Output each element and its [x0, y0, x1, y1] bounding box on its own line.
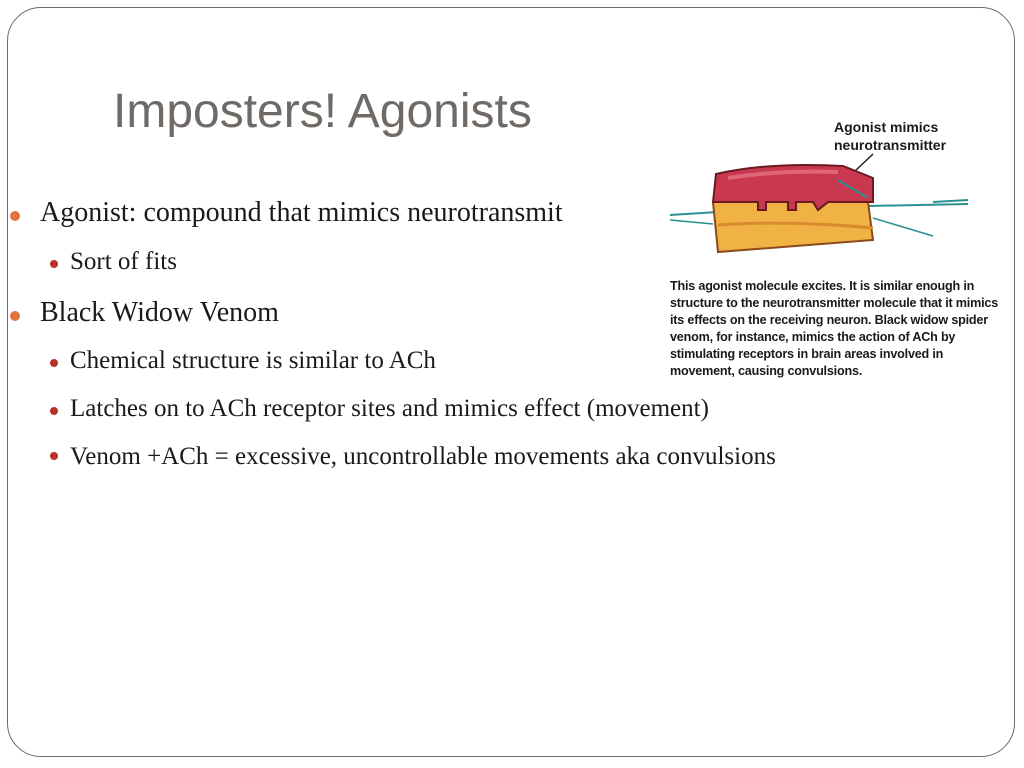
- bullet-text: Venom +ACh = excessive, uncontrollable movements aka convulsions: [70, 443, 776, 470]
- slide-title: Imposters! Agonists: [113, 85, 532, 138]
- agonist-figure: [668, 110, 1008, 400]
- agonist-molecule-illustration: [668, 140, 1008, 270]
- bullet-text: Sort of fits: [70, 248, 177, 275]
- bullet-text: Black Widow Venom: [40, 297, 279, 328]
- bullet-text: Chemical structure is similar to ACh: [70, 347, 436, 374]
- bullet-text: Agonist: compound that mimics neurotransmit: [40, 197, 563, 228]
- bullet-text: Latches on to ACh receptor sites and mimics effect (movement): [70, 395, 709, 422]
- figure-label: Agonist mimics neurotransmitter: [834, 119, 947, 153]
- figure-caption: This agonist molecule excites. It is similar enough in structure to the neurotransmitter molecule that it mimics its effects on the receiving neuron. Black widow spider venom, for instance, mimics the action of ACh by stimulating receptors in brain areas involved in movement, causing convulsions.: [670, 279, 998, 378]
